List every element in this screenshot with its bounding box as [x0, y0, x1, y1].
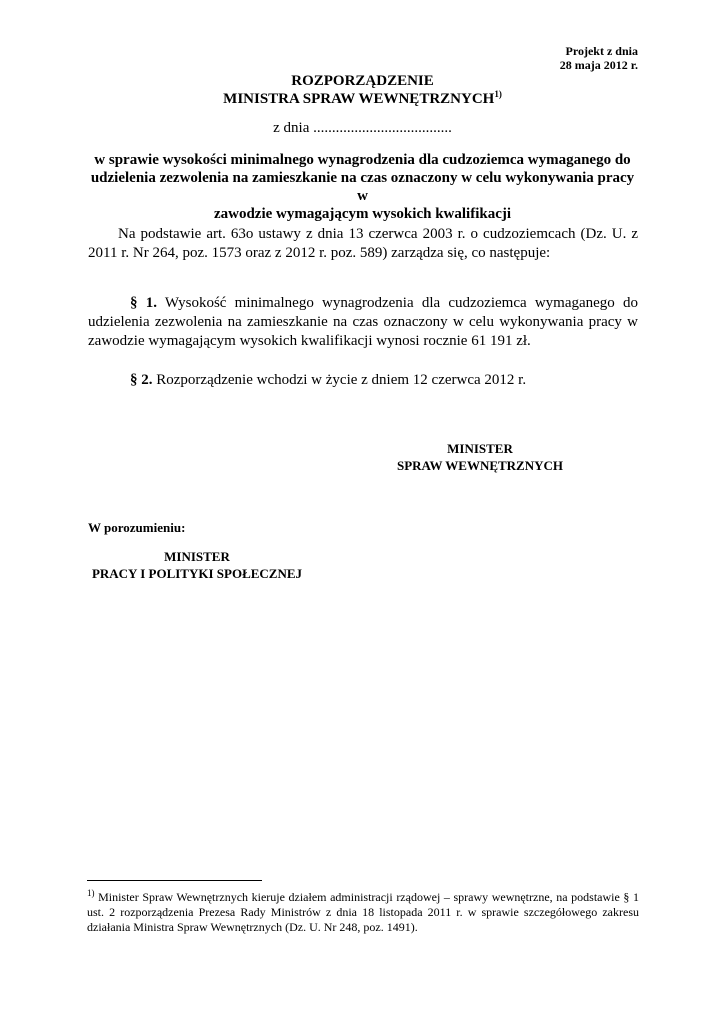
- minister-signature: [380, 440, 580, 474]
- subject-line-3: zawodzie wymagającym wysokich kwalifikacji: [213, 206, 512, 222]
- section-2-text: Rozporządzenie wchodzi w życie z dniem 12 czerwca 2012 r.: [152, 372, 527, 388]
- section-1-text: Wysokość minimalnego wynagrodzenia dla cudzoziemca wymaganego do udzielenia zezwolenia na zamieszkanie na czas oznaczony w celu wykonywania pracy w zawodzie wymagającym wysokich kwalifikacji wynosi rocznie 61 191 zł.: [88, 295, 638, 349]
- section-2: [88, 371, 638, 390]
- title-footnote-mark: 1): [494, 89, 502, 99]
- preamble: Na podstawie art. 63o ustawy z dnia 13 czerwca 2003 r. o cudzoziemcach (Dz. U. z 2011 r. Nr 264, poz. 1573 oraz z 2012 r. poz. 589) zarządza się, co następuje:: [88, 226, 638, 261]
- date-line: z dnia .....................................: [273, 120, 452, 136]
- agreement-line-2: PRACY I POLITYKI SPOŁECZNEJ: [91, 566, 303, 581]
- agreement-line-1: MINISTER: [164, 549, 230, 564]
- section-1-label: § 1.: [130, 295, 157, 311]
- agreement-minister: [88, 548, 306, 582]
- project-line-2: 28 maja 2012 r.: [559, 58, 638, 72]
- subject-line-2: udzielenia zezwolenia na zamieszkanie na czas oznaczony w celu wykonywania pracy w: [90, 170, 635, 204]
- signature-line-2: SPRAW WEWNĘTRZNYCH: [396, 458, 564, 473]
- project-line-1: Projekt z dnia: [565, 44, 638, 58]
- title-line-2: MINISTRA SPRAW WEWNĘTRZNYCH$^{1)}$: [223, 89, 502, 107]
- project-date: [560, 44, 638, 72]
- title-line-1: ROZPORZĄDZENIE: [291, 73, 434, 89]
- section-1: [88, 294, 638, 351]
- footnote-text: Minister Spraw Wewnętrznych kieruje działem administracji rządowej – sprawy wewnętrzne, na podstawie § 1 ust. 2 rozporządzenia Prezesa Rady Ministrów z dnia 18 listopada 2011 r. w sprawie szczegółowego zakresu działania Ministra Spraw Wewnętrznych (Dz. U. Nr 248, poz. 1491).: [87, 890, 639, 934]
- document-title: [0, 72, 725, 108]
- subject: [90, 151, 635, 223]
- subject-line-1: w sprawie wysokości minimalnego wynagrodzenia dla cudzoziemca wymaganego do: [94, 152, 631, 168]
- footnote-mark: 1): [87, 888, 95, 898]
- agreement-label: W porozumieniu:: [88, 520, 186, 535]
- section-2-label: § 2.: [130, 372, 153, 388]
- signature-line-1: MINISTER: [447, 441, 513, 456]
- footnote: [87, 890, 639, 935]
- footnote-divider: [87, 880, 262, 881]
